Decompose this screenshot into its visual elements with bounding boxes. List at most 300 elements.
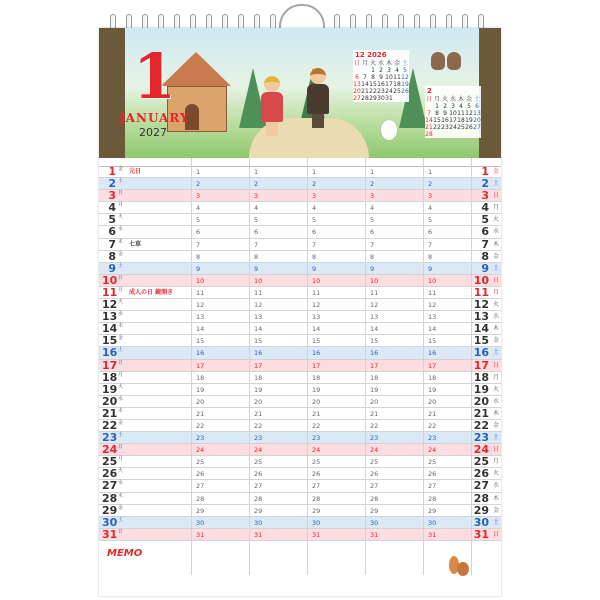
member-column-date: 3 — [428, 192, 433, 201]
member-column-date: 21 — [428, 409, 437, 418]
event-label: 七草 — [129, 240, 142, 248]
member-column-date: 19 — [370, 385, 379, 394]
member-column-date: 18 — [312, 373, 321, 382]
day-number: 23 — [102, 431, 118, 445]
mini-day: 1 — [371, 67, 375, 74]
member-column-date: 14 — [370, 325, 379, 334]
day-row[interactable] — [99, 311, 501, 323]
day-number: 10 — [102, 273, 118, 287]
owl-icon — [447, 52, 461, 70]
member-column-date: 14 — [312, 325, 321, 334]
member-column-date: 12 — [196, 301, 205, 310]
weekday-label-right: 土 — [492, 349, 499, 357]
day-row[interactable] — [99, 420, 501, 432]
day-row[interactable] — [99, 432, 501, 444]
day-row[interactable] — [99, 493, 501, 505]
year-label: 2027 — [139, 126, 167, 139]
member-column-date: 16 — [370, 349, 379, 358]
mini-day: 24 — [385, 88, 393, 95]
day-row[interactable] — [99, 323, 501, 335]
member-column-date: 26 — [196, 470, 205, 479]
weekday-label: 金 — [118, 250, 124, 257]
member-column-date: 20 — [196, 397, 205, 406]
member-column-date: 8 — [428, 252, 433, 261]
mini-day: 24 — [449, 124, 457, 131]
mini-calendar-title: 2 — [427, 87, 432, 95]
day-number-right: 14 — [473, 322, 489, 336]
mini-day: 13 — [473, 110, 481, 117]
day-number: 18 — [102, 370, 118, 384]
mini-day: 18 — [457, 117, 465, 124]
member-column-date: 7 — [370, 240, 375, 249]
month-number: 1 — [133, 40, 177, 113]
member-column-date: 24 — [312, 446, 321, 455]
member-column-date: 6 — [312, 228, 317, 237]
weekday-label-right: 土 — [492, 434, 499, 442]
mini-day: 11 — [393, 74, 401, 81]
mini-day — [393, 95, 401, 102]
column-divider — [471, 158, 472, 575]
member-column-date: 22 — [312, 421, 321, 430]
mini-weekday: 日 — [353, 60, 360, 67]
member-column-date: 21 — [312, 409, 321, 418]
weekday-label-right: 水 — [492, 313, 499, 321]
member-column-date: 29 — [254, 506, 263, 515]
day-row[interactable] — [99, 529, 501, 541]
member-column-date: 6 — [196, 228, 201, 237]
day-number-right: 15 — [473, 334, 489, 348]
mini-day: 12 — [401, 74, 409, 81]
member-column-date: 6 — [370, 228, 375, 237]
mini-day — [401, 95, 409, 102]
column-divider — [423, 158, 424, 575]
weekday-label: 木 — [118, 407, 124, 414]
member-column-date: 5 — [312, 216, 317, 225]
day-row[interactable] — [99, 384, 501, 396]
mini-day: 19 — [465, 117, 473, 124]
day-row[interactable] — [99, 517, 501, 529]
member-column-date: 4 — [254, 204, 259, 213]
weekday-label-right: 土 — [492, 264, 499, 272]
day-number-right: 31 — [473, 527, 489, 541]
mini-day: 10 — [449, 110, 457, 117]
member-column-date: 31 — [428, 530, 437, 539]
mini-day: 8 — [435, 110, 439, 117]
day-row[interactable] — [99, 396, 501, 408]
member-column-date: 18 — [370, 373, 379, 382]
member-column-date: 16 — [196, 349, 205, 358]
member-column-date: 8 — [254, 252, 259, 261]
mini-day: 22 — [369, 88, 377, 95]
day-row[interactable] — [99, 505, 501, 517]
mini-day — [353, 67, 361, 74]
mini-day: 2 — [443, 103, 447, 110]
weekday-label-right: 木 — [492, 494, 499, 502]
day-row[interactable] — [99, 468, 501, 480]
member-column-date: 3 — [196, 192, 201, 201]
member-column-date: 14 — [196, 325, 205, 334]
day-row[interactable] — [99, 190, 501, 202]
mini-weekday: 木 — [457, 96, 464, 103]
member-column-date: 28 — [312, 494, 321, 503]
member-column-date: 9 — [370, 264, 375, 273]
member-column-date: 13 — [196, 313, 205, 322]
mini-weekday: 木 — [385, 60, 392, 67]
weekday-label-right: 木 — [492, 409, 499, 417]
day-number-right: 9 — [481, 261, 489, 275]
member-column-date: 4 — [370, 204, 375, 213]
day-number: 30 — [102, 515, 118, 529]
day-number-right: 7 — [481, 237, 489, 251]
mini-day — [441, 131, 449, 138]
mini-day: 4 — [459, 103, 463, 110]
day-number-right: 13 — [473, 310, 489, 324]
day-number: 1 — [108, 165, 116, 178]
day-row[interactable] — [99, 202, 501, 214]
day-row[interactable] — [99, 456, 501, 468]
mini-day: 16 — [441, 117, 449, 124]
member-column-date: 31 — [254, 530, 263, 539]
mini-calendar-title: 12 2026 — [355, 51, 387, 59]
member-column-date: 2 — [370, 180, 375, 189]
mini-day: 3 — [451, 103, 455, 110]
member-column-date: 1 — [254, 168, 259, 176]
mini-day: 28 — [425, 131, 433, 138]
member-column-date: 24 — [428, 446, 437, 455]
mini-weekday: 水 — [377, 60, 384, 67]
day-number: 25 — [102, 455, 118, 469]
day-number: 11 — [102, 285, 118, 299]
member-column-date: 17 — [428, 361, 437, 370]
mini-day: 16 — [377, 81, 385, 88]
member-column-date: 19 — [254, 385, 263, 394]
mini-day: 27 — [353, 95, 361, 102]
day-number: 5 — [108, 213, 116, 227]
day-number-right: 27 — [473, 479, 489, 493]
day-number-right: 10 — [473, 273, 489, 287]
weekday-label: 火 — [118, 468, 124, 475]
weekday-label-right: 日 — [492, 530, 499, 538]
day-row[interactable] — [99, 226, 501, 238]
weekday-label: 火 — [118, 299, 124, 306]
member-column-date: 26 — [254, 470, 263, 479]
member-column-date: 17 — [312, 361, 321, 370]
tree-trunk-right — [479, 28, 501, 158]
mini-day: 14 — [425, 117, 433, 124]
member-column-date: 3 — [254, 192, 259, 201]
day-number: 2 — [108, 177, 116, 191]
mini-day: 12 — [465, 110, 473, 117]
mini-day: 27 — [473, 124, 481, 131]
mini-weekday: 金 — [393, 60, 400, 67]
member-column-date: 16 — [254, 349, 263, 358]
weekday-label: 日 — [118, 190, 124, 197]
member-column-date: 5 — [370, 216, 375, 225]
day-number-right: 8 — [481, 249, 489, 263]
member-column-date: 12 — [370, 301, 379, 310]
weekday-label-right: 水 — [492, 482, 499, 490]
mini-day: 13 — [353, 81, 361, 88]
member-column-date: 13 — [254, 313, 263, 322]
weekday-label-right: 金 — [492, 252, 499, 260]
weekday-label: 土 — [118, 178, 124, 185]
member-column-date: 22 — [428, 421, 437, 430]
day-number-right: 30 — [473, 515, 489, 529]
member-column-date: 8 — [312, 252, 317, 261]
day-row[interactable] — [99, 287, 501, 299]
day-number-right: 2 — [481, 177, 489, 191]
weekday-label-right: 月 — [492, 204, 499, 212]
member-column-date: 21 — [196, 409, 205, 418]
member-column-date: 8 — [196, 252, 201, 261]
weekday-label-right: 金 — [492, 168, 499, 175]
day-number-right: 21 — [473, 406, 489, 420]
mini-day: 7 — [427, 110, 431, 117]
member-column-date: 26 — [370, 470, 379, 479]
weekday-label-right: 日 — [492, 276, 499, 284]
month-name: JANUARY — [119, 111, 190, 125]
member-column-date: 13 — [370, 313, 379, 322]
member-column-date: 11 — [428, 288, 437, 297]
member-column-date: 28 — [370, 494, 379, 503]
mini-weekday: 月 — [361, 60, 368, 67]
member-column-date: 10 — [312, 276, 321, 285]
mini-day: 8 — [371, 74, 375, 81]
day-number-right: 16 — [473, 346, 489, 360]
day-number-right: 1 — [481, 165, 489, 178]
day-row[interactable] — [99, 360, 501, 372]
member-column-date: 20 — [312, 397, 321, 406]
member-column-date: 24 — [196, 446, 205, 455]
mini-day: 3 — [387, 67, 391, 74]
member-column-date: 15 — [254, 337, 263, 346]
weekday-label: 土 — [118, 347, 124, 354]
member-column-date: 25 — [428, 458, 437, 467]
member-column-date: 25 — [196, 458, 205, 467]
day-row[interactable] — [99, 299, 501, 311]
member-column-date: 10 — [196, 276, 205, 285]
member-column-date: 23 — [428, 434, 437, 443]
day-number: 9 — [108, 261, 116, 275]
weekday-label: 日 — [118, 359, 124, 366]
mini-day — [449, 131, 457, 138]
memo-label: MEMO — [107, 548, 143, 559]
weekday-label: 金 — [118, 504, 124, 511]
weekday-label-right: 月 — [492, 288, 499, 296]
weekday-label-right: 日 — [492, 192, 499, 200]
weekday-label: 金 — [118, 335, 124, 342]
member-column-date: 21 — [254, 409, 263, 418]
member-column-date: 15 — [312, 337, 321, 346]
member-column-date: 11 — [312, 288, 321, 297]
weekday-label: 水 — [118, 311, 124, 318]
member-column-date: 9 — [254, 264, 259, 273]
day-number: 28 — [102, 491, 118, 505]
member-column-date: 1 — [370, 168, 375, 176]
day-number: 17 — [102, 358, 118, 372]
member-column-date: 20 — [254, 397, 263, 406]
weekday-label-right: 火 — [492, 301, 499, 309]
weekday-label-right: 日 — [492, 446, 499, 454]
weekday-label: 土 — [118, 432, 124, 439]
member-column-date: 19 — [428, 385, 437, 394]
mini-day: 20 — [473, 117, 481, 124]
mini-weekday: 月 — [433, 96, 440, 103]
member-column-date: 9 — [196, 264, 201, 273]
mini-day — [425, 103, 433, 110]
member-column-date: 13 — [312, 313, 321, 322]
member-column-date: 28 — [254, 494, 263, 503]
weekday-label: 月 — [118, 286, 124, 293]
day-number: 27 — [102, 479, 118, 493]
owl-icon — [431, 52, 445, 70]
weekday-label: 火 — [118, 214, 124, 221]
weekday-label: 日 — [118, 444, 124, 451]
day-number: 8 — [108, 249, 116, 263]
mini-day: 7 — [363, 74, 367, 81]
calendar-page — [99, 28, 501, 596]
weekday-label-right: 水 — [492, 228, 499, 236]
weekday-label: 土 — [118, 516, 124, 523]
day-row[interactable] — [99, 214, 501, 226]
day-row[interactable] — [99, 444, 501, 456]
day-number-right: 6 — [481, 225, 489, 239]
weekday-label: 月 — [118, 202, 124, 209]
member-column-date: 7 — [254, 240, 259, 249]
tree-trunk-left — [99, 28, 125, 158]
column-divider — [249, 158, 250, 575]
member-column-date: 11 — [370, 288, 379, 297]
member-column-date: 27 — [254, 482, 263, 491]
day-number-right: 23 — [473, 431, 489, 445]
weekday-label-right: 土 — [492, 180, 499, 188]
weekday-label-right: 金 — [492, 337, 499, 345]
weekday-label: 水 — [118, 226, 124, 233]
member-column-date: 18 — [428, 373, 437, 382]
member-column-date: 17 — [196, 361, 205, 370]
member-column-date: 14 — [254, 325, 263, 334]
mini-day — [465, 131, 473, 138]
day-number-right: 5 — [481, 213, 489, 227]
mini-day: 17 — [385, 81, 393, 88]
rabbit-icon — [381, 120, 397, 140]
member-column-date: 2 — [196, 180, 201, 189]
day-number-right: 26 — [473, 467, 489, 481]
mini-day: 6 — [355, 74, 359, 81]
member-column-date: 2 — [428, 180, 433, 189]
member-column-date: 9 — [312, 264, 317, 273]
day-number: 14 — [102, 322, 118, 336]
member-column-date: 20 — [428, 397, 437, 406]
mini-weekday: 日 — [425, 96, 432, 103]
mini-day: 17 — [449, 117, 457, 124]
day-row[interactable] — [99, 239, 501, 251]
member-column-date: 2 — [254, 180, 259, 189]
weekday-label: 火 — [118, 383, 124, 390]
day-number: 22 — [102, 418, 118, 432]
mini-day: 20 — [353, 88, 361, 95]
member-column-date: 15 — [196, 337, 205, 346]
weekday-label-right: 水 — [492, 397, 499, 405]
member-column-date: 20 — [370, 397, 379, 406]
member-column-date: 5 — [196, 216, 201, 225]
day-number-right: 20 — [473, 394, 489, 408]
member-column-date: 30 — [312, 518, 321, 527]
weekday-label-right: 日 — [492, 361, 499, 369]
day-row[interactable] — [99, 178, 501, 190]
mini-day: 26 — [465, 124, 473, 131]
member-column-date: 6 — [428, 228, 433, 237]
weekday-label-right: 火 — [492, 470, 499, 478]
member-column-date: 12 — [254, 301, 263, 310]
mini-day: 21 — [425, 124, 433, 131]
mini-weekday: 金 — [465, 96, 472, 103]
weekday-label-right: 金 — [492, 506, 499, 514]
day-row[interactable] — [99, 166, 501, 178]
day-number-right: 28 — [473, 491, 489, 505]
day-row[interactable] — [99, 335, 501, 347]
member-column-date: 17 — [370, 361, 379, 370]
member-column-date: 1 — [312, 168, 317, 176]
weekday-label: 金 — [118, 419, 124, 426]
member-column-date: 6 — [254, 228, 259, 237]
member-column-date: 25 — [254, 458, 263, 467]
member-column-date: 23 — [196, 434, 205, 443]
mini-day: 21 — [361, 88, 369, 95]
member-column-date: 25 — [312, 458, 321, 467]
day-number-right: 25 — [473, 455, 489, 469]
member-column-date: 27 — [428, 482, 437, 491]
day-number: 12 — [102, 298, 118, 312]
mini-day: 4 — [395, 67, 399, 74]
member-column-date: 4 — [312, 204, 317, 213]
day-number-right: 3 — [481, 189, 489, 203]
day-row[interactable] — [99, 408, 501, 420]
schedule-grid — [99, 166, 501, 541]
member-column-date: 10 — [428, 276, 437, 285]
member-column-date: 27 — [312, 482, 321, 491]
mini-day: 23 — [441, 124, 449, 131]
day-number-right: 22 — [473, 418, 489, 432]
member-column-date: 15 — [370, 337, 379, 346]
day-number: 15 — [102, 334, 118, 348]
mini-day: 9 — [443, 110, 447, 117]
day-row[interactable] — [99, 251, 501, 263]
day-row[interactable] — [99, 372, 501, 384]
member-column-date: 10 — [370, 276, 379, 285]
day-row[interactable] — [99, 263, 501, 275]
day-number-right: 18 — [473, 370, 489, 384]
member-column-date: 31 — [312, 530, 321, 539]
member-column-date: 22 — [254, 421, 263, 430]
column-divider — [307, 158, 308, 575]
member-column-date: 19 — [312, 385, 321, 394]
day-row[interactable] — [99, 480, 501, 492]
day-number: 31 — [102, 527, 118, 541]
mini-day: 31 — [385, 95, 393, 102]
member-column-date: 28 — [428, 494, 437, 503]
day-row[interactable] — [99, 275, 501, 287]
mini-day: 9 — [379, 74, 383, 81]
mini-day: 14 — [361, 81, 369, 88]
day-number: 29 — [102, 503, 118, 517]
day-number: 21 — [102, 406, 118, 420]
member-column-date: 24 — [370, 446, 379, 455]
weekday-label: 土 — [118, 262, 124, 269]
member-column-date: 5 — [254, 216, 259, 225]
day-row[interactable] — [99, 347, 501, 359]
mini-day: 25 — [393, 88, 401, 95]
